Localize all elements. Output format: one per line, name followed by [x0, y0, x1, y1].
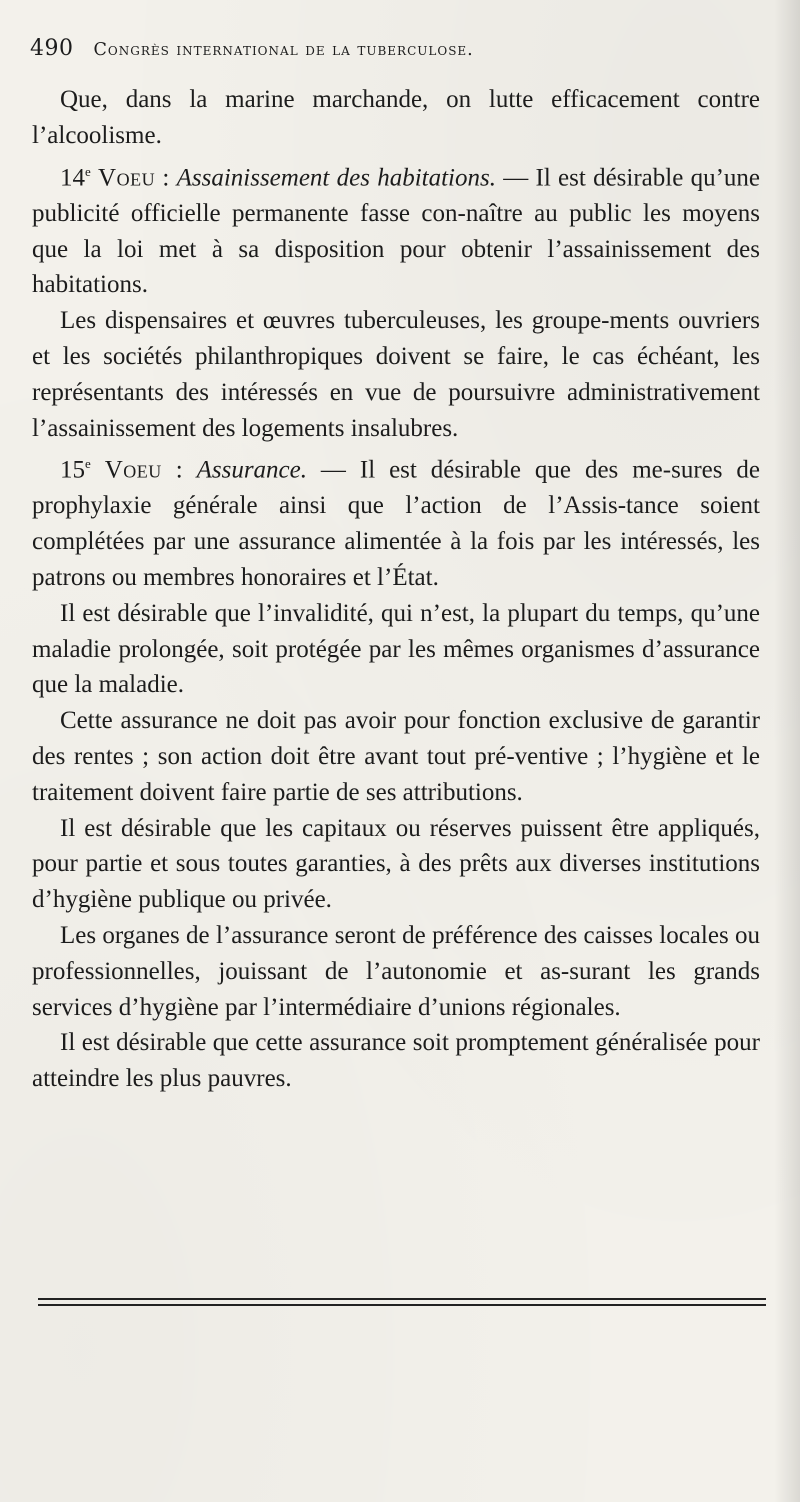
voeu-14-ordinal: 14 [60, 163, 85, 191]
voeu-15-text: — Il est désirable que des me-sures de prophylaxie générale ainsi que l’action de l’Assis-tance soient complétées par une assurance alimentée à la fois par les intéressés, les patrons ou membres honoraires et l’État. [32, 456, 760, 592]
voeu-15-title: Assurance. [196, 456, 307, 484]
rule-top [38, 1298, 766, 1300]
paragraph-organes-text: Les organes de l’assurance seront de préférence des caisses locales ou professionnelles, jouissant de l’autonomie et as-surant les grands services d’hygiène par l’intermédiaire d’unions régionales. [32, 921, 760, 1021]
paragraph-capitaux-text: Il est désirable que les capitaux ou réserves puissent être appliqués, pour partie et sous toutes garanties, à des prêts aux diverses institutions d’hygiène publique ou privée. [32, 814, 760, 914]
voeu-15-ordinal-suffix: e [85, 456, 91, 472]
paragraph-generalisee [32, 1025, 760, 1097]
paragraph-invalidite [32, 596, 760, 703]
paragraph-marine [32, 82, 760, 154]
page-number: 490 [30, 36, 74, 61]
voeu-14-text: — Il est désirable qu’une publicité officielle permanente fasse con-naître au public les moyens que la loi met à sa disposition pour obtenir l’assainissement des habitations. [32, 163, 761, 299]
running-head [30, 36, 770, 70]
running-title: Congrès international de la tuberculose. [93, 40, 474, 60]
voeu-14-label: Voeu [98, 163, 156, 191]
paragraph-generalisee-text: Il est désirable que cette assurance soit promptement généralisée pour atteindre les plus pauvres. [32, 1029, 760, 1093]
paragraph-dispensaires [32, 303, 760, 446]
paragraph-voeu-15 [32, 446, 760, 596]
paragraph-invalidite-text: Il est désirable que l’invalidité, qui n’est, la plupart du temps, qu’une maladie prolongée, soit protégée par les mêmes organismes d’assurance que la maladie. [32, 599, 760, 699]
voeu-15-colon: : [161, 456, 197, 484]
voeu-14-title: Assainissement des habitations. [176, 163, 496, 191]
paragraph-organes [32, 918, 760, 1025]
paragraph-dispensaires-text: Les dispensaires et œuvres tuberculeuses, les groupe-ments ouvriers et les sociétés philanthropiques doivent se faire, le cas échéant, les représentants des intéressés en vue de poursuivre administrativement l’assainissement des logements insalubres. [32, 307, 760, 442]
paragraph-capitaux [32, 811, 760, 918]
voeu-15-ordinal: 15 [60, 456, 85, 484]
paragraph-fonction [32, 703, 760, 810]
paragraph-fonction-text: Cette assurance ne doit pas avoir pour fonction exclusive de garantir des rentes ; son action doit être avant tout pré-ventive ; l’hygiène et le traitement doivent faire partie de ses attributions. [32, 707, 760, 806]
double-rule-divider [38, 1298, 766, 1308]
paragraph-marine-text: Que, dans la marine marchande, on lutte efficacement contre l’alcoolisme. [32, 86, 760, 149]
paragraph-voeu-14 [32, 154, 760, 304]
voeu-14-colon: : [155, 163, 177, 191]
voeu-14-ordinal-suffix: e [85, 163, 91, 179]
rule-bottom [38, 1304, 766, 1306]
body-text [32, 82, 760, 1097]
page-edge-shadow [774, 0, 800, 1502]
voeu-15-label: Voeu [104, 456, 162, 484]
